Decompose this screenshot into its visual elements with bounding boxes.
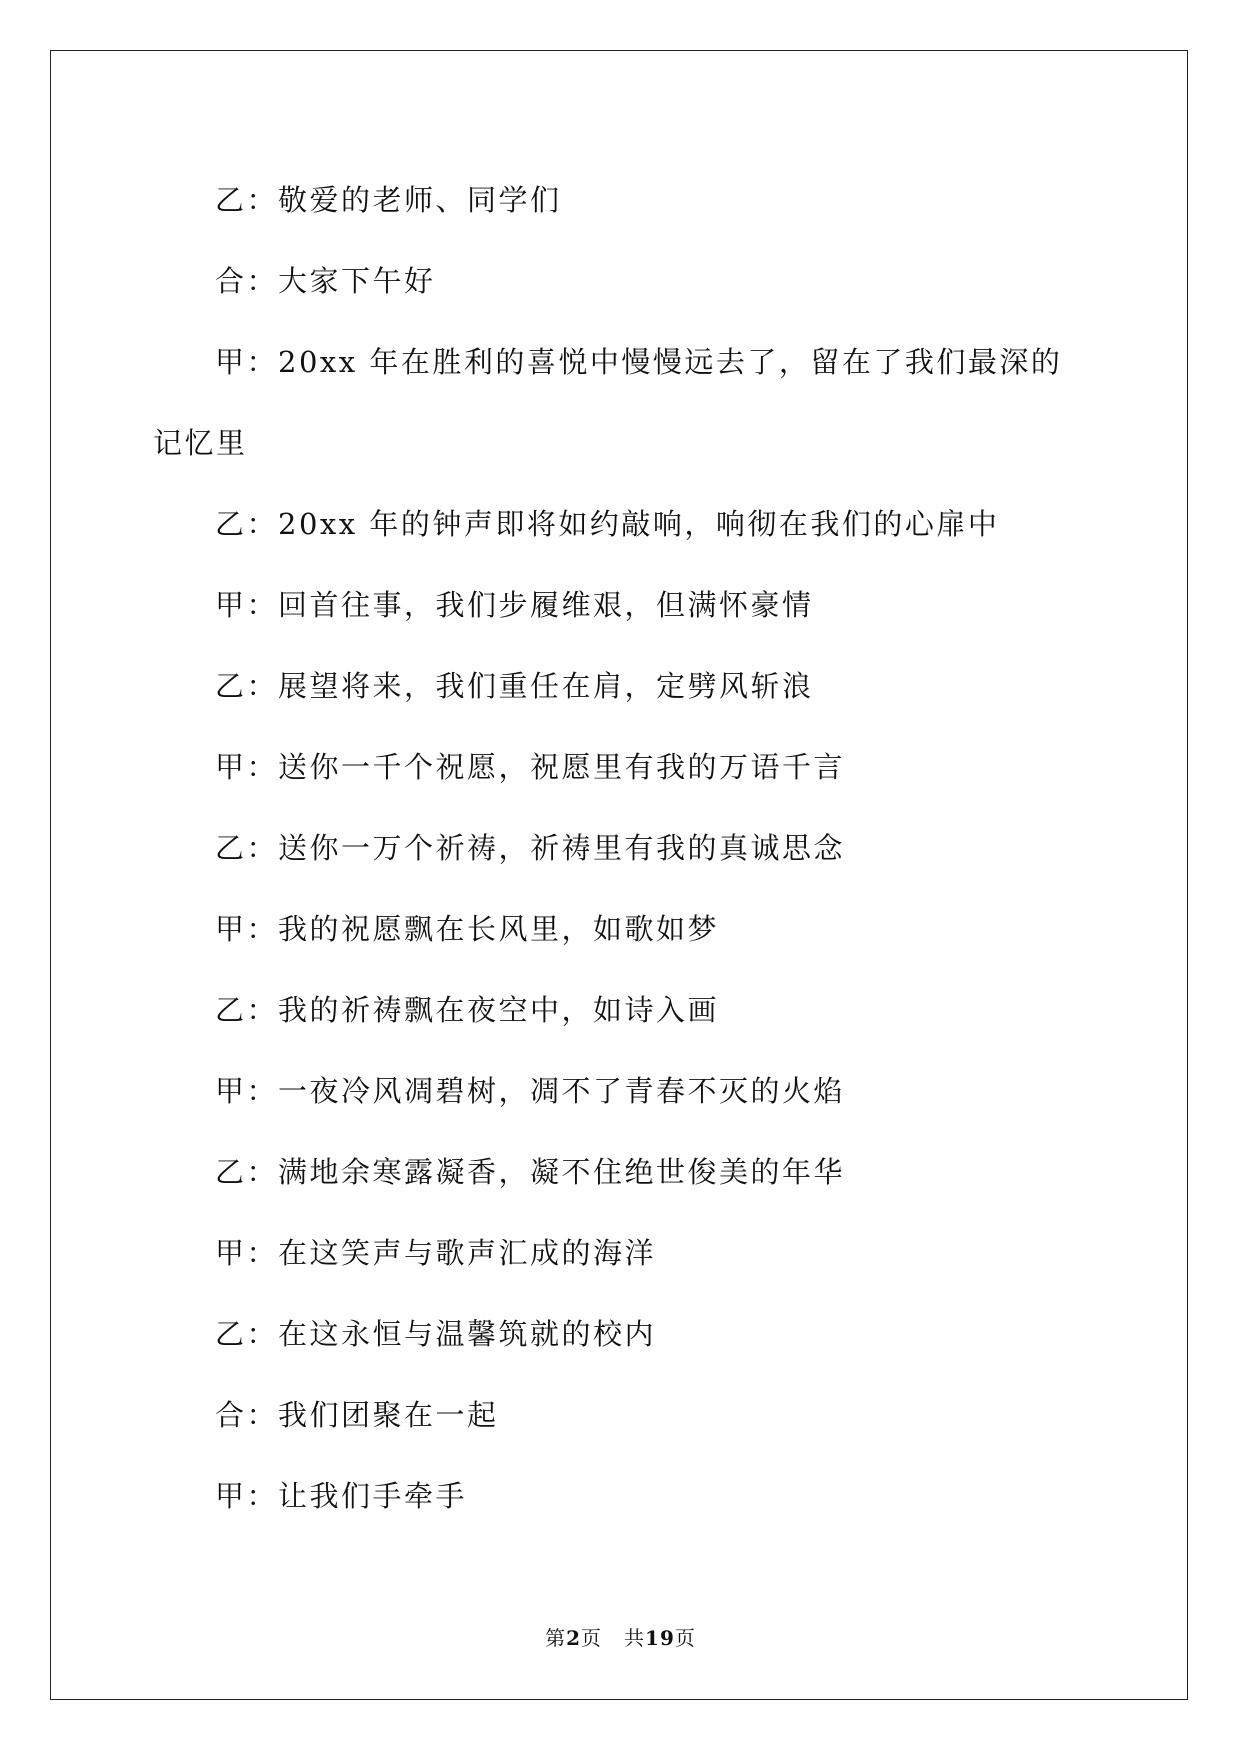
page-footer [0,1622,1241,1651]
dialogue-line: 合：大家下午好 [215,264,436,298]
document-body [153,160,1093,1537]
dialogue-line: 乙：敬爱的老师、同学们 [215,183,562,217]
dialogue-line: 乙：在这永恒与温馨筑就的校内 [215,1317,657,1351]
dialogue-line: 甲：送你一千个祝愿，祝愿里有我的万语千言 [215,750,846,784]
dialogue-line: 乙：20xx 年的钟声即将如约敲响，响彻在我们的心扉中 [215,507,1000,541]
dialogue-line: 乙：送你一万个祈祷，祈祷里有我的真诚思念 [215,831,846,865]
dialogue-line: 甲：我的祝愿飘在长风里，如歌如梦 [215,912,720,946]
page-number: 2 [566,1626,582,1650]
dialogue-line: 甲：让我们手牵手 [215,1479,468,1513]
page-suffix: 页 [581,1626,603,1650]
dialogue-line: 甲：回首往事，我们步履维艰，但满怀豪情 [215,588,814,622]
page-prefix: 第 [545,1626,567,1650]
dialogue-line: 乙：满地余寒露凝香，凝不住绝世俊美的年华 [215,1155,846,1189]
dialogue-line: 甲：一夜冷风凋碧树，凋不了青春不灭的火焰 [215,1074,846,1108]
dialogue-line: 乙：展望将来，我们重任在肩，定劈风斩浪 [215,669,814,703]
total-pages: 19 [645,1626,675,1650]
dialogue-line: 乙：我的祈祷飘在夜空中，如诗入画 [215,993,720,1027]
total-suffix: 页 [674,1626,696,1650]
dialogue-line: 合：我们团聚在一起 [215,1398,499,1432]
total-prefix: 共 [624,1626,646,1650]
dialogue-line: 甲：20xx 年在胜利的喜悦中慢慢远去了，留在了我们最深的记忆里 [153,345,1063,460]
dialogue-line: 甲：在这笑声与歌声汇成的海洋 [215,1236,657,1270]
